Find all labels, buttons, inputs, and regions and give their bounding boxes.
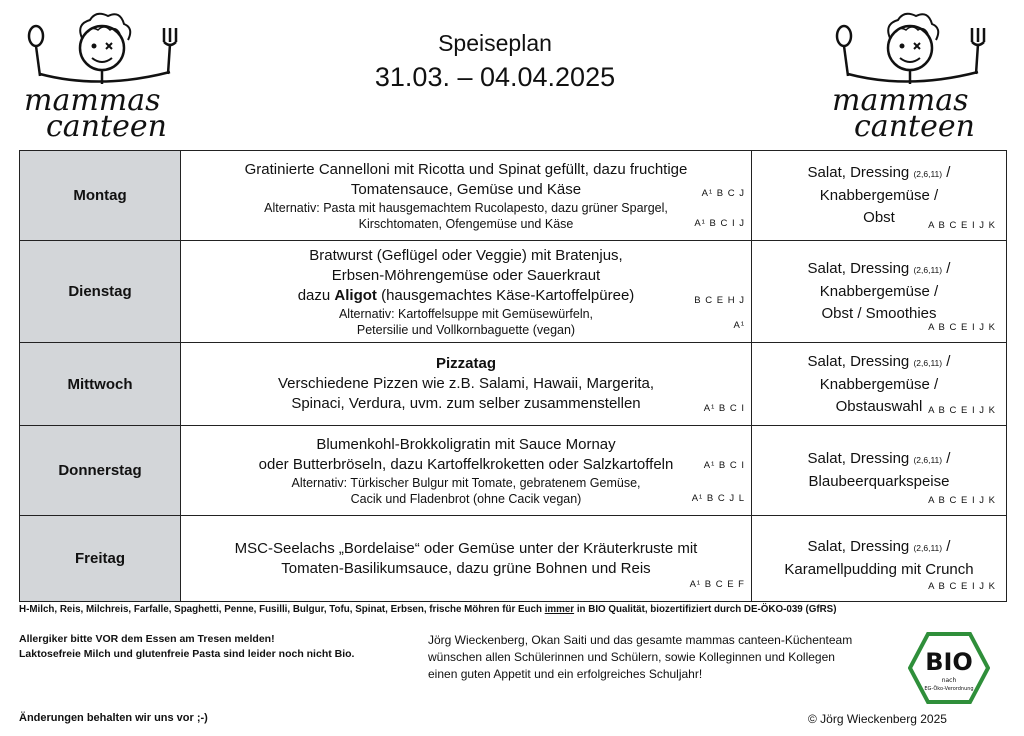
allergen-code: A¹ B C I J: [694, 218, 745, 229]
side-line: Salat, Dressing (2,6,11) /: [807, 352, 951, 370]
main-dish: [181, 151, 752, 241]
team-message: Jörg Wieckenberg, Okan Saiti und das gesamte mammas canteen-Küchenteam wünschen allen Schülerinnen und Schülern, sowie Kolleginnen und Kollegen einen guten Appetit und ein erfolgreiches Schuljahr!: [428, 633, 853, 681]
bio-hexagon-icon: [908, 632, 990, 704]
smiley-fork-spoon-icon: [18, 10, 188, 140]
main-dish: [181, 516, 752, 602]
side-line: Knabbergemüse /: [819, 375, 939, 393]
svg-text:EG-Öko-Verordnung: EG-Öko-Verordnung: [924, 686, 974, 692]
alt-line: Kirschtomaten, Ofengemüse und Käse: [358, 216, 574, 231]
svg-text:mammas: mammas: [832, 83, 969, 118]
main-dish: [181, 343, 752, 426]
table-row: [20, 241, 1007, 343]
table-row: [20, 516, 1007, 602]
aligot-bold: Aligot: [334, 286, 377, 304]
side-dish: [752, 343, 1007, 426]
date-range: 31.03. – 04.04.2025: [374, 62, 616, 92]
side-line: Knabbergemüse /: [819, 283, 939, 300]
allergen-code: A¹ B C I: [703, 460, 745, 471]
allergen-code: A¹ B C J L: [691, 493, 745, 504]
dish-line: dazu Aligot (hausgemachtes Käse-Kartoffelpüree): [297, 286, 635, 304]
bio-seal: [908, 632, 990, 704]
dish-line: Tomatensauce, Gemüse und Käse: [350, 180, 582, 198]
side-dish: [752, 241, 1007, 343]
side-line: Salat, Dressing (2,6,11) /: [807, 164, 951, 181]
allergen-code: A¹: [733, 320, 745, 331]
dish-line: MSC-Seelachs „Bordelaise“ oder Gemüse unter der Kräuterkruste mit: [234, 539, 698, 557]
allergen-code: A B C E I J K: [928, 220, 996, 231]
alt-line: Cacik und Fladenbrot (ohne Cacik vegan): [350, 491, 582, 506]
title-text: Speiseplan: [438, 30, 552, 56]
allergen-code: A B C E I J K: [928, 581, 996, 592]
table-row: [20, 151, 1007, 241]
table-row: [20, 426, 1007, 516]
mammas-canteen-logo-left: [18, 10, 188, 140]
svg-text:canteen: canteen: [854, 109, 975, 140]
alt-line: Alternativ: Türkischer Bulgur mit Tomate, gebratenem Gemüse,: [291, 475, 641, 490]
dish-line: Verschiedene Pizzen wie z.B. Salami, Hawaii, Margerita,: [278, 375, 654, 392]
alt-line: Alternativ: Pasta mit hausgemachtem Rucolapesto, dazu grüner Spargel,: [264, 200, 668, 215]
bio-notice: H-Milch, Reis, Milchreis, Farfalle, Spaghetti, Penne, Fusilli, Bulgur, Tofu, Spinat, Erbsen, frische Möhren für Euch immer in BIO Qualität, biozertifiziert durch DE-ÖKO-039 (GfRS): [19, 604, 837, 615]
side-line: Obst: [863, 209, 895, 226]
table-row: [20, 343, 1007, 426]
allergen-code: A¹ B C E F: [689, 579, 745, 590]
menu-table: [19, 150, 1007, 602]
dish-line: oder Butterbröseln, dazu Kartoffelkroketten oder Salzkartoffeln: [258, 455, 674, 473]
side-line: Obstauswahl: [835, 397, 923, 415]
side-line: Salat, Dressing (2,6,11) /: [807, 538, 951, 555]
svg-text:mammas: mammas: [24, 83, 161, 118]
allergen-code: A B C E I J K: [928, 322, 996, 333]
alt-line: Petersilie und Vollkornbaguette (vegan): [356, 322, 576, 337]
main-dish: [181, 241, 752, 343]
allergen-code: A¹ B C J: [701, 188, 745, 199]
allergy-notice: Allergiker bitte VOR dem Essen am Tresen melden! Laktosefreie Milch und glutenfreie Pasta sind leider noch nicht Bio.: [19, 633, 355, 660]
side-line: Salat, Dressing (2,6,11) /: [807, 260, 951, 277]
side-dish: [752, 426, 1007, 516]
dish-line: Blumenkohl-Brokkoligratin mit Sauce Mornay: [316, 435, 616, 453]
day-label: Mittwoch: [20, 343, 181, 426]
svg-text:nach: nach: [941, 677, 957, 684]
day-label: Freitag: [20, 516, 181, 602]
side-line: Obst / Smoothies: [821, 305, 937, 322]
dish-line: Tomaten-Basilikumsauce, dazu grüne Bohnen und Reis: [281, 559, 651, 577]
side-dish: [752, 516, 1007, 602]
pizzatag-title: Pizzatag: [435, 355, 496, 372]
underline-immer: immer: [544, 604, 575, 615]
allergen-code: A B C E I J K: [928, 495, 996, 506]
day-label: Donnerstag: [20, 426, 181, 516]
dish-line: Gratinierte Cannelloni mit Ricotta und Spinat gefüllt, dazu fruchtige: [244, 160, 688, 178]
dish-line: Erbsen-Möhrengemüse oder Sauerkraut: [331, 266, 601, 284]
smiley-fork-spoon-icon: [826, 10, 996, 140]
page-title: [330, 26, 660, 94]
dish-line: Bratwurst (Geflügel oder Veggie) mit Bratenjus,: [309, 246, 623, 264]
side-line: Karamellpudding mit Crunch: [784, 561, 974, 578]
svg-text:BIO: BIO: [925, 648, 973, 676]
side-line: Salat, Dressing (2,6,11) /: [807, 450, 951, 467]
day-label: Montag: [20, 151, 181, 241]
svg-text:canteen: canteen: [46, 109, 167, 140]
changes-notice: Änderungen behalten wir uns vor ;-): [19, 712, 208, 724]
alt-line: Alternativ: Kartoffelsuppe mit Gemüsewürfeln,: [338, 306, 594, 321]
side-dish: [752, 151, 1007, 241]
side-line: Knabbergemüse /: [819, 187, 939, 204]
side-line: Blaubeerquarkspeise: [808, 473, 950, 490]
main-dish: [181, 426, 752, 516]
allergen-code: B C E H J: [694, 295, 745, 306]
dish-line: Spinaci, Verdura, uvm. zum selber zusammenstellen: [291, 395, 641, 412]
allergen-code: A¹ B C I: [703, 403, 745, 414]
allergen-code: A B C E I J K: [928, 405, 996, 416]
day-label: Dienstag: [20, 241, 181, 343]
copyright: © Jörg Wieckenberg 2025: [808, 712, 947, 726]
mammas-canteen-logo-right: [826, 10, 996, 140]
